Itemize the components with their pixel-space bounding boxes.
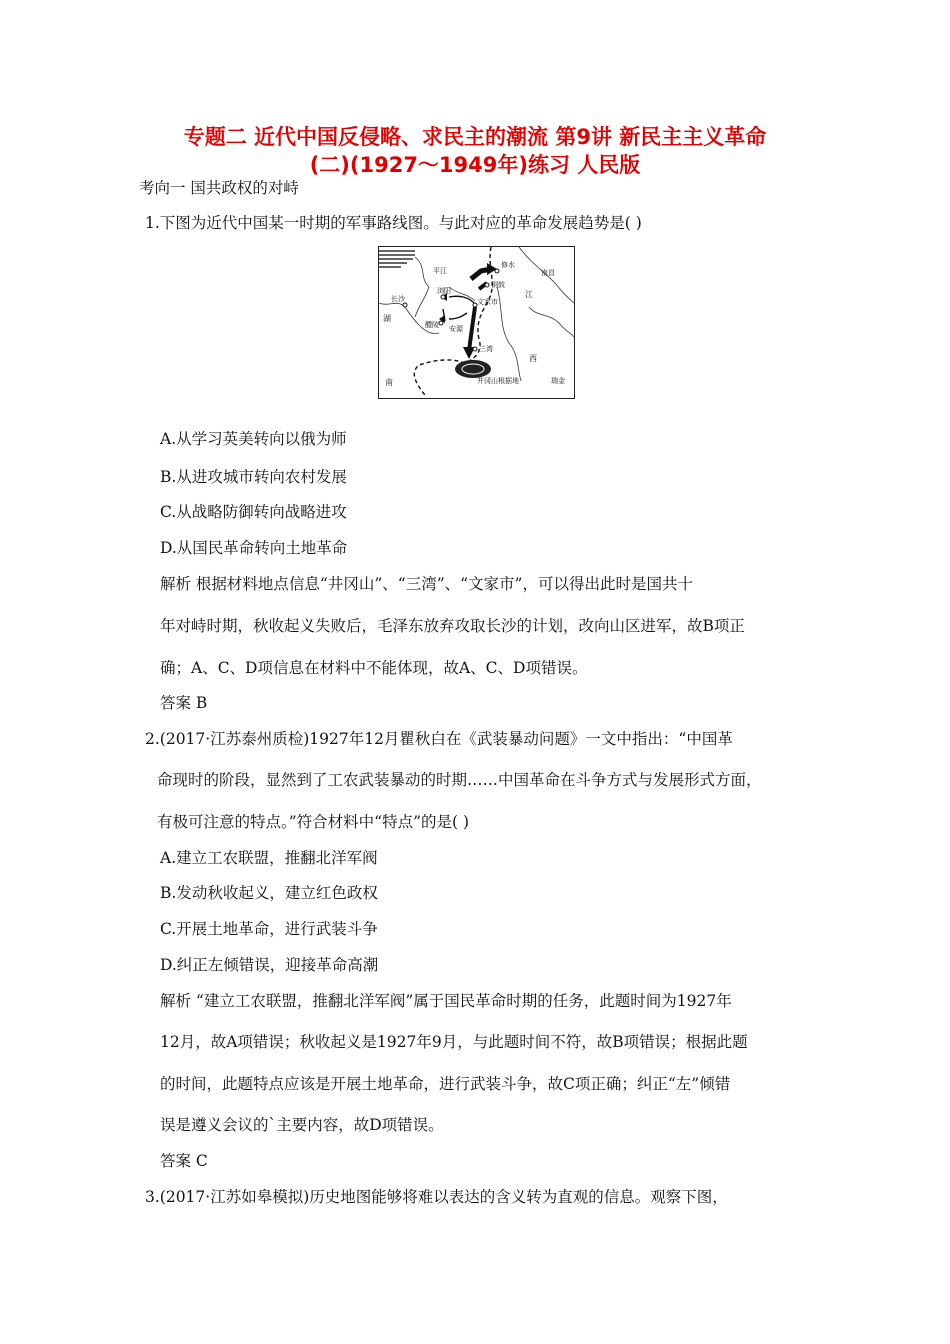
q1-option-c: C.从战略防御转向战略进攻	[160, 503, 347, 521]
q1-analysis-line-1: 解析 根据材料地点信息“井冈山”、“三湾”、“文家市”，可以得出此时是国共十	[160, 575, 693, 593]
place-marker	[441, 295, 445, 299]
map-label-hu: 湖	[383, 314, 391, 323]
map-label-xi: 西	[529, 354, 537, 363]
question-2-stem-line-1: 2.(2017·江苏泰州质检)1927年12月瞿秋白在《武装暴动问题》一文中指出：“中国革	[145, 730, 733, 748]
map-label-liling: 醴陵	[425, 321, 439, 329]
q2-answer: 答案 C	[160, 1152, 208, 1170]
map-label-xiushui: 修水	[501, 261, 515, 269]
question-3-stem: 3.(2017·江苏如皋模拟)历史地图能够将难以表达的含义转为直观的信息。观察下图，	[145, 1188, 728, 1206]
q2-analysis-line-2: 12月，故A项错误；秋收起义是1927年9月，与此题时间不符，故B项错误；根据此题	[160, 1033, 748, 1051]
q1-analysis-line-3: 确；A、C、D项信息在材料中不能体现，故A、C、D项错误。	[160, 659, 588, 677]
map-label-pingjiang: 平江	[433, 267, 447, 275]
map-label-sanwan: 三湾	[479, 345, 493, 353]
q2-analysis-line-1: 解析 “建立工农联盟，推翻北洋军阀”属于国民革命时期的任务，此题时间为1927年	[160, 992, 732, 1010]
map-label-nan: 南	[385, 378, 393, 387]
question-1-stem: 1.下图为近代中国某一时期的军事路线图。与此对应的革命发展趋势是( )	[145, 214, 642, 232]
q1-option-d: D.从国民革命转向土地革命	[160, 539, 348, 557]
map-label-jinggangshan: 井冈山根据地	[477, 377, 519, 385]
map-label-tonggu: 铜鼓	[491, 281, 505, 289]
place-marker	[403, 303, 407, 307]
q2-option-c: C.开展土地革命，进行武装斗争	[160, 920, 378, 938]
place-marker	[439, 321, 443, 325]
river-line	[449, 287, 475, 301]
map-label-nanchang: 南昌	[541, 269, 555, 277]
q2-analysis-line-4: 误是遵义会议的`主要内容，故D项错误。	[160, 1116, 444, 1134]
jinggangshan-base	[455, 360, 491, 378]
section-heading: 考向一 国共政权的对峙	[139, 179, 299, 197]
place-marker	[473, 347, 477, 351]
question-2-stem-line-2: 命现时的阶段，显然到了工农武装暴动的时期……中国革命在斗争方式与发展形式方面，	[157, 771, 762, 789]
document-title-line-2: (二)(1927～1949年)练习 人民版	[309, 153, 641, 177]
map-label-jiang: 江	[525, 290, 533, 299]
q1-option-b: B.从进攻城市转向农村发展	[160, 468, 347, 486]
map-label-ruijin: 瑞金	[551, 377, 565, 385]
map-label-anyuan: 安源	[449, 325, 463, 333]
map-label-changsha: 长沙	[391, 295, 405, 303]
q1-option-a: A.从学习英美转向以俄为师	[160, 430, 347, 448]
q2-option-b: B.发动秋收起义，建立红色政权	[160, 884, 378, 902]
place-marker	[485, 283, 489, 287]
river-line	[415, 257, 429, 317]
q1-analysis-line-2: 年对峙时期，秋收起义失败后，毛泽东放弃攻取长沙的计划，改向山区进军，故B项正	[160, 617, 745, 635]
q2-analysis-line-3: 的时间，此题特点应该是开展土地革命，进行武装斗争，故C项正确；纠正“左”倾错	[160, 1075, 731, 1093]
lake-hatch	[379, 247, 417, 269]
place-marker	[495, 269, 499, 273]
map-label-wenjiashi: 文家市	[477, 298, 498, 306]
q1-answer: 答案 B	[160, 694, 208, 712]
military-route-map	[378, 246, 575, 399]
map-label-liuyang: 浏阳	[437, 287, 451, 295]
question-2-stem-line-3: 有极可注意的特点。”符合材料中“特点”的是( )	[157, 813, 470, 831]
document-title-line-1: 专题二 近代中国反侵略、求民主的潮流 第9讲 新民主主义革命	[183, 125, 767, 149]
river-line	[529, 307, 574, 337]
q2-option-a: A.建立工农联盟，推翻北洋军阀	[160, 849, 378, 867]
river-line	[497, 287, 521, 381]
q2-option-d: D.纠正左倾错误，迎接革命高潮	[160, 956, 379, 974]
